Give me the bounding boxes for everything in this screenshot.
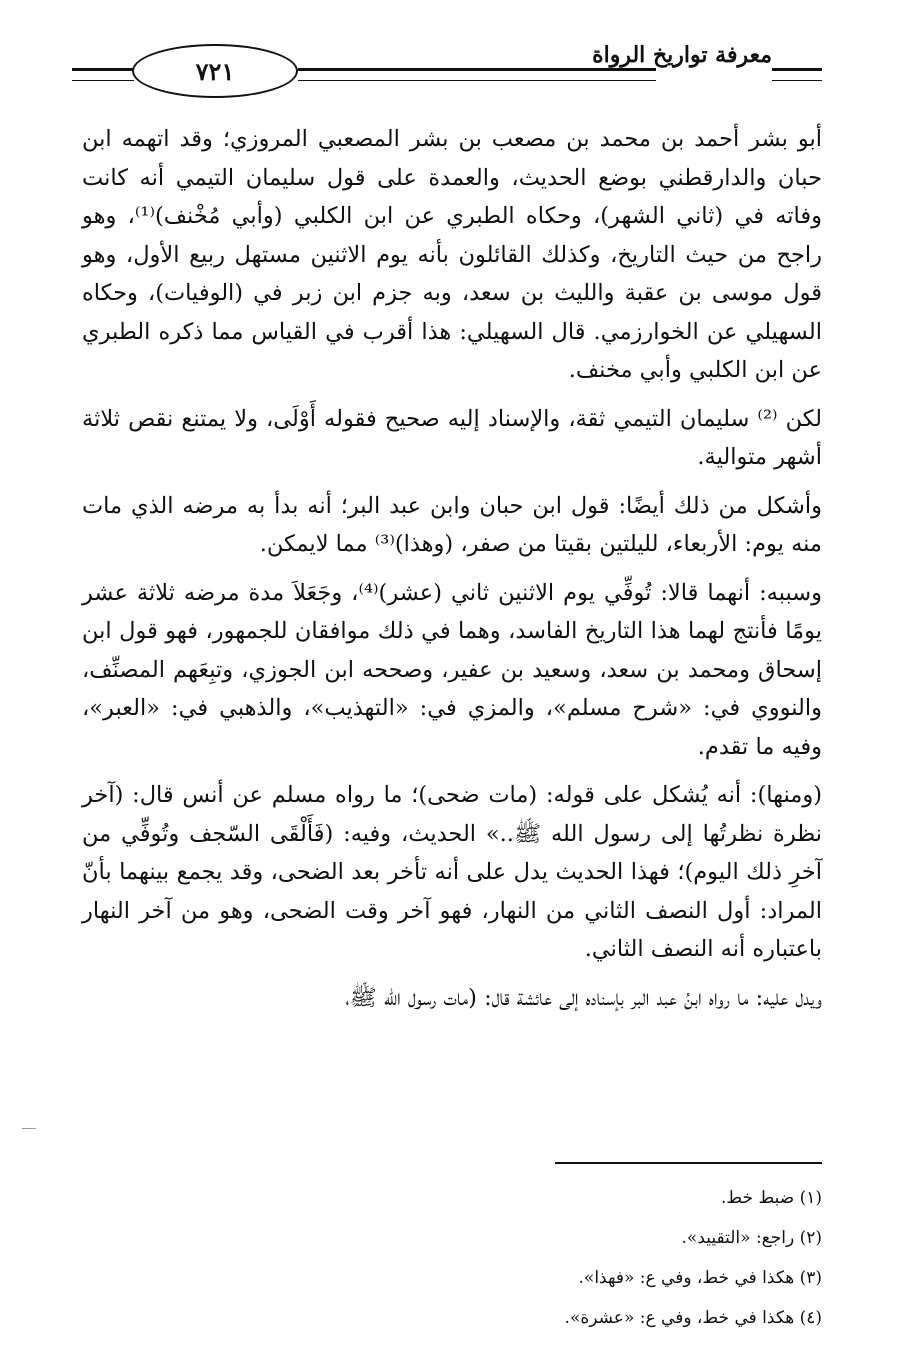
header-rule-right [772, 68, 822, 81]
footnote: (٢) راجع: «التقييد». [681, 1228, 822, 1248]
header-rule-left [72, 68, 134, 81]
page-header [72, 42, 822, 102]
paragraph: لكن ⁽²⁾ سليمان التيمي ثقة، والإسناد إليه صحيح فقوله أَوْلَى، ولا يمتنع نقص ثلاثة أشهر متوالية. [82, 405, 822, 470]
paragraph: أبو بشر أحمد بن محمد بن مصعب بن بشر المصعبي المروزي؛ وقد اتهمه ابن حبان والدارقطني بوضع الحديث، والعمدة على قول سليمان التيمي أنه كانت وفاته في (ثاني الشهر)، وحكاه الطبري عن ابن الكلبي (وأبي مُخْنف)⁽¹⁾، وهو راجح من حيث التاريخ، وكذلك القائلون بأنه يوم الاثنين مستهل ربيع الأول، وهو قول موسى بن عقبة والليث بن سعد، وبه جزم ابن زبر في (الوفيات)، وحكاه السهيلي عن الخوارزمي. قال السهيلي: هذا أقرب في القياس مما ذكره الطبري عن ابن الكلبي وأبي مخنف. [82, 126, 823, 383]
running-title: معرفة تواريخ الرواة [592, 42, 772, 68]
footnote-divider [555, 1162, 822, 1164]
main-text [82, 120, 822, 1027]
margin-mark [22, 1128, 36, 1129]
header-rule-middle [298, 68, 656, 81]
page-number: ٧٢١ [132, 44, 298, 98]
footnote: (١) ضبط خط. [721, 1188, 822, 1208]
footnotes [420, 1178, 822, 1338]
paragraph: وأشكل من ذلك أيضًا: قول ابن حبان وابن عبد البر؛ أنه بدأ به مرضه الذي مات منه يوم: الأربعاء، لليلتين بقيتا من صفر، (وهذا)⁽³⁾ مما لايمكن. [82, 492, 822, 557]
paragraph: (ومنها): أنه يُشكل على قوله: (مات ضحى)؛ ما رواه مسلم عن أنس قال: (آخر نظرة نظرتُها إلى رسول الله ﷺ..» الحديث، وفيه: (فَأَلْقَى السّجف وتُوفِّي من آخرِ ذلك اليوم)؛ فهذا الحديث يدل على أنه تأخر بعد الضحى، وقد يجمع بينهما بأنّ المراد: أول النصف الثاني من النهار، فهو آخر وقت الضحى، وهو من آخر النهار باعتباره أنه النصف الثاني. [82, 782, 822, 962]
paragraph: وسببه: أنهما قالا: تُوفِّي يوم الاثنين ثاني (عشر)⁽⁴⁾، وجَعَلاَ مدة مرضه ثلاثة عشر يومًا فأنتج لهما هذا التاريخ الفاسد، وهما في ذلك موافقان للجمهور، فهو قول ابن إسحاق ومحمد بن سعد، وسعيد بن عفير، وصححه ابن الجوزي، وتبِعَهم المصنِّف، والنووي في: «شرح مسلم»، والمزي في: «التهذيب»، والذهبي في: «العبر»، وفيه ما تقدم. [82, 579, 823, 760]
paragraph: ويدل عليه: ما رواه ابنُ عبد البر بإسناده إلى عائشة قال: (مات رسول الله ﷺ، [345, 984, 822, 1011]
footnote: (٣) هكذا في خط، وفي ع: «فهذا». [578, 1268, 822, 1288]
footnote: (٤) هكذا في خط، وفي ع: «عشرة». [564, 1308, 822, 1328]
